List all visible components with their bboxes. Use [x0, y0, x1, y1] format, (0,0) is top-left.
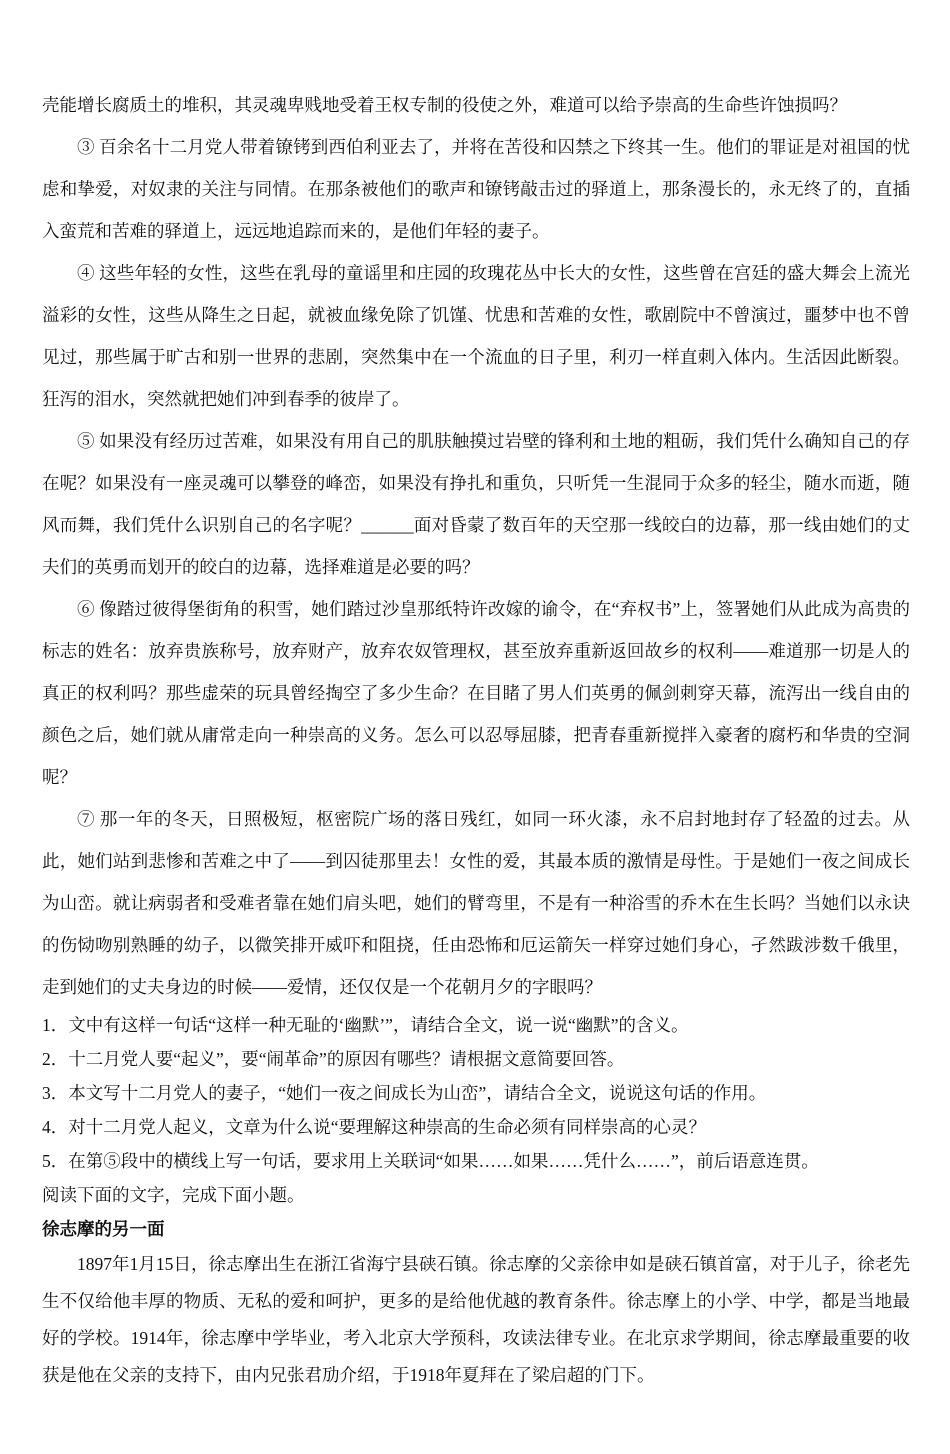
paragraph-5: ⑤ 如果没有经历过苦难，如果没有用自己的肌肤触摸过岩壁的锋利和土地的粗砺，我们凭什么确知自己的存在呢？如果没有一座灵魂可以攀登的峰峦，如果没有挣扎和重负，只听凭一生混同于众多的轻尘，随水而逝，随风而舞，我们凭什么识别自己的名字呢？______面对昏蒙了数百年的天空那一线皎白的边幕，那一线由她们的丈夫们的英勇而划开的皎白的边幕，选择难道是必要的吗？	[42, 431, 910, 577]
question-1: 1．文中有这样一句话“这样一种无耻的‘幽默’”，请结合全文，说一说“幽默”的含义。	[42, 1015, 689, 1035]
paragraph-4: ④ 这些年轻的女性，这些在乳母的童谣里和庄园的玫瑰花丛中长大的女性，这些曾在宫廷的盛大舞会上流光溢彩的女性，这些从降生之日起，就被血缘免除了饥馑、忧患和苦难的女性，歌剧院中不曾演过，噩梦中也不曾见过，那些属于旷古和别一世界的悲剧，突然集中在一个流血的日子里，利刃一样直刺入体内。生活因此断裂。狂泻的泪水，突然就把她们冲到春季的彼岸了。	[42, 263, 910, 409]
question-5: 5．在第⑤段中的横线上写一句话，要求用上关联词“如果……如果……凭什么……”，前后语意连贯。	[42, 1151, 819, 1171]
paragraph-biography: 1897年1月15日，徐志摩出生在浙江省海宁县硖石镇。徐志摩的父亲徐申如是硖石镇首富，对于儿子，徐老先生不仅给他丰厚的物质、无私的爱和呵护，更多的是给他优越的教育条件。徐志摩上的小学、中学，都是当地最好的学校。1914年，徐志摩中学毕业，考入北京大学预科，攻读法律专业。在北京求学期间，徐志摩最重要的收获是他在父亲的支持下，由内兄张君劢介绍，于1918年夏拜在了梁启超的门下。	[42, 1254, 910, 1385]
question-2: 2．十二月党人要“起义”，要“闹革命”的原因有哪些？请根据文意简要回答。	[42, 1049, 625, 1069]
question-4: 4．对十二月党人起义，文章为什么说“要理解这种崇高的生命必须有同样崇高的心灵？	[42, 1117, 707, 1137]
paragraph-7: ⑦ 那一年的冬天，日照极短，枢密院广场的落日残红，如同一环火漆，永不启封地封存了轻盈的过去。从此，她们站到悲惨和苦难之中了——到囚徒那里去！女性的爱，其最本质的激情是母性。于是她们一夜之间成长为山峦。就让病弱者和受难者靠在她们肩头吧，她们的臂弯里，不是有一种浴雪的乔木在生长吗？当她们以永诀的伤恸吻别熟睡的幼子，以微笑排开威吓和阻挠，任由恐怖和厄运箭矢一样穿过她们身心，孑然跋涉数千俄里，走到她们的丈夫身边的时候——爱情，还仅仅是一个花朝月夕的字眼吗？	[42, 809, 910, 997]
passage-title: 徐志摩的另一面	[42, 1219, 165, 1239]
reading-instruction: 阅读下面的文字，完成下面小题。	[42, 1185, 305, 1205]
question-3: 3．本文写十二月党人的妻子，“她们一夜之间成长为山峦”，请结合全文，说说这句话的作用。	[42, 1083, 767, 1103]
paragraph-3: ③ 百余名十二月党人带着镣铐到西伯利亚去了，并将在苦役和囚禁之下终其一生。他们的罪证是对祖国的忧虑和挚爱，对奴隶的关注与同情。在那条被他们的歌声和镣铐敲击过的驿道上，那条漫长的，永无终了的，直插入蛮荒和苦难的驿道上，远远地追踪而来的，是他们年轻的妻子。	[42, 137, 910, 241]
paragraph-6: ⑥ 像踏过彼得堡街角的积雪，她们踏过沙皇那纸特许改嫁的谕令，在“弃权书”上，签署她们从此成为高贵的标志的姓名：放弃贵族称号，放弃财产，放弃农奴管理权，甚至放弃重新返回故乡的权利——难道那一切是人的真正的权利吗？那些虚荣的玩具曾经掏空了多少生命？在目睹了男人们英勇的佩剑刺穿天幕，流泻出一线自由的颜色之后，她们就从庸常走向一种崇高的义务。怎么可以忍辱屈膝，把青春重新搅拌入豪奢的腐朽和华贵的空洞呢？	[42, 599, 910, 787]
paragraph-continuation: 壳能增长腐质土的堆积，其灵魂卑贱地受着王权专制的役使之外，难道可以给予崇高的生命些许蚀损吗？	[42, 95, 847, 115]
